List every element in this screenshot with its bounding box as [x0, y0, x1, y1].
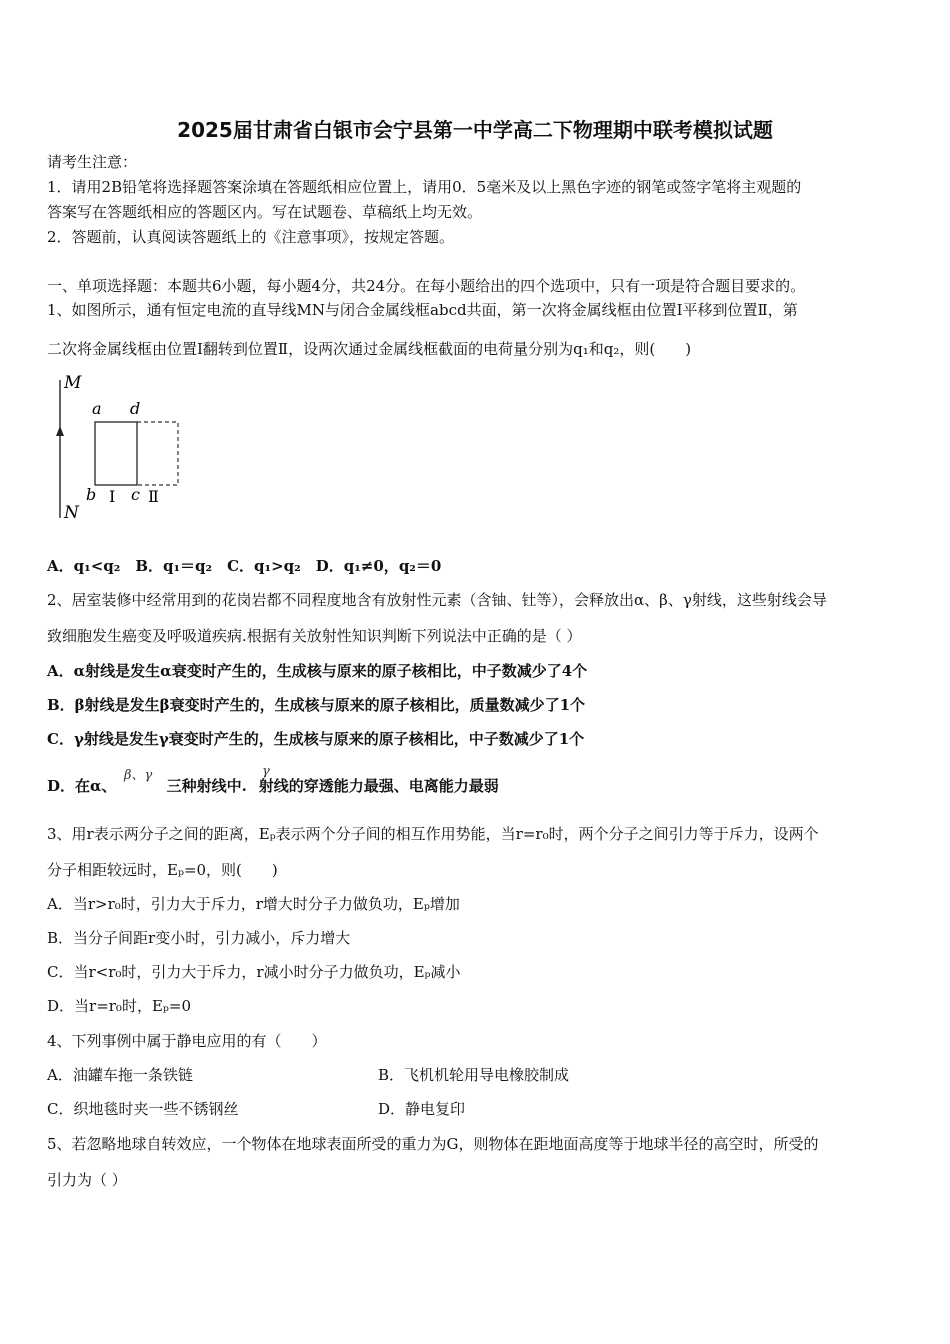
- question-1-options: A．q₁<q₂ B．q₁＝q₂ C．q₁>q₂ D．q₁≠0，q₂＝0: [47, 557, 442, 575]
- label-position-2: Ⅱ: [148, 487, 159, 506]
- notice-line: 2．答题前，认真阅读答题纸上的《注意事项》，按规定答题。: [47, 228, 455, 246]
- notice-line: 1．请用2B铅笔将选择题答案涂填在答题纸相应位置上，请用0．5毫米及以上黑色字迹的钢笔或签字笔将主观题的: [47, 178, 802, 196]
- question-2-stem: 2、居室装修中经常用到的花岗岩都不同程度地含有放射性元素（含铀、钍等），会释放出α、β、γ射线，这些射线会导: [47, 591, 827, 609]
- question-4-option-c: C．织地毯时夹一些不锈钢丝: [47, 1100, 239, 1118]
- question-4-stem: 4、下列事例中属于静电应用的有（ ）: [47, 1032, 327, 1050]
- option-d-suffix: 射线的穿透能力最强、电离能力最弱: [258, 777, 499, 795]
- option-d-middle: 三种射线中.: [166, 777, 247, 795]
- question-5-stem: 5、若忽略地球自转效应，一个物体在地球表面所受的重力为G，则物体在距地面高度等于地球半径的高空时，所受的: [47, 1135, 819, 1153]
- question-1-stem: 1、如图所示，通有恒定电流的直导线MN与闭合金属线框abcd共面，第一次将金属线框由位置Ⅰ平移到位置Ⅱ，第: [47, 301, 798, 319]
- label-c: c: [131, 485, 140, 504]
- label-position-1: Ⅰ: [109, 487, 116, 506]
- page-title: 2025届甘肃省白银市会宁县第一中学高二下物理期中联考模拟试题: [177, 118, 773, 142]
- label-b: b: [86, 485, 97, 504]
- greek-gamma: γ: [262, 764, 270, 779]
- label-d: d: [130, 399, 141, 418]
- question-3-option-a: A．当r>r₀时，引力大于斥力，r增大时分子力做负功，Eₚ增加: [47, 895, 460, 913]
- question-4-option-d: D．静电复印: [378, 1100, 466, 1118]
- notice-line: 答案写在答题纸相应的答题区内。写在试题卷、草稿纸上均无效。: [47, 203, 483, 221]
- notice-heading: 请考生注意：: [47, 153, 138, 171]
- question-3-option-c: C．当r<r₀时，引力大于斥力，r减小时分子力做负功，Eₚ减小: [47, 963, 461, 981]
- label-M: M: [64, 373, 82, 393]
- option-d-prefix: D．在α、: [47, 777, 117, 795]
- question-5-stem: 引力为（ ）: [47, 1171, 127, 1189]
- question-3-stem: 3、用r表示两分子之间的距离，Eₚ表示两个分子间的相互作用势能，当r=r₀时，两个分子之间引力等于斥力，设两个: [47, 825, 819, 843]
- question-1-stem: 二次将金属线框由位置Ⅰ翻转到位置Ⅱ，设两次通过金属线框截面的电荷量分别为q₁和q₂，则( ): [47, 340, 692, 358]
- question-4-option-a: A．油罐车拖一条铁链: [47, 1066, 193, 1084]
- question-2-stem: 致细胞发生癌变及呼吸道疾病.根据有关放射性知识判断下列说法中正确的是（ ）: [47, 627, 582, 645]
- question-3-stem: 分子相距较远时，Eₚ=0，则( ): [47, 861, 278, 879]
- question-2-option-c: C．γ射线是发生γ衰变时产生的，生成核与原来的原子核相比，中子数减少了1个: [47, 730, 585, 748]
- label-N: N: [64, 503, 79, 523]
- question-2-option-a: A．α射线是发生α衰变时产生的，生成核与原来的原子核相比，中子数减少了4个: [47, 662, 588, 680]
- question-2-option-b: B．β射线是发生β衰变时产生的，生成核与原来的原子核相比，质量数减少了1个: [47, 696, 586, 714]
- question-2-option-d: [47, 776, 499, 796]
- question-3-option-b: B．当分子间距r变小时，引力减小，斥力增大: [47, 929, 351, 947]
- section-heading: 一、单项选择题：本题共6小题，每小题4分，共24分。在每小题给出的四个选项中，只有一项是符合题目要求的。: [47, 277, 806, 295]
- greek-beta-gamma: β、γ: [124, 768, 153, 783]
- question-1-figure: [50, 370, 200, 529]
- question-3-option-d: D．当r=r₀时，Eₚ=0: [47, 997, 192, 1015]
- wire-frame-diagram: [50, 370, 200, 525]
- label-a: a: [92, 399, 102, 418]
- question-4-option-b: B．飞机机轮用导电橡胶制成: [378, 1066, 570, 1084]
